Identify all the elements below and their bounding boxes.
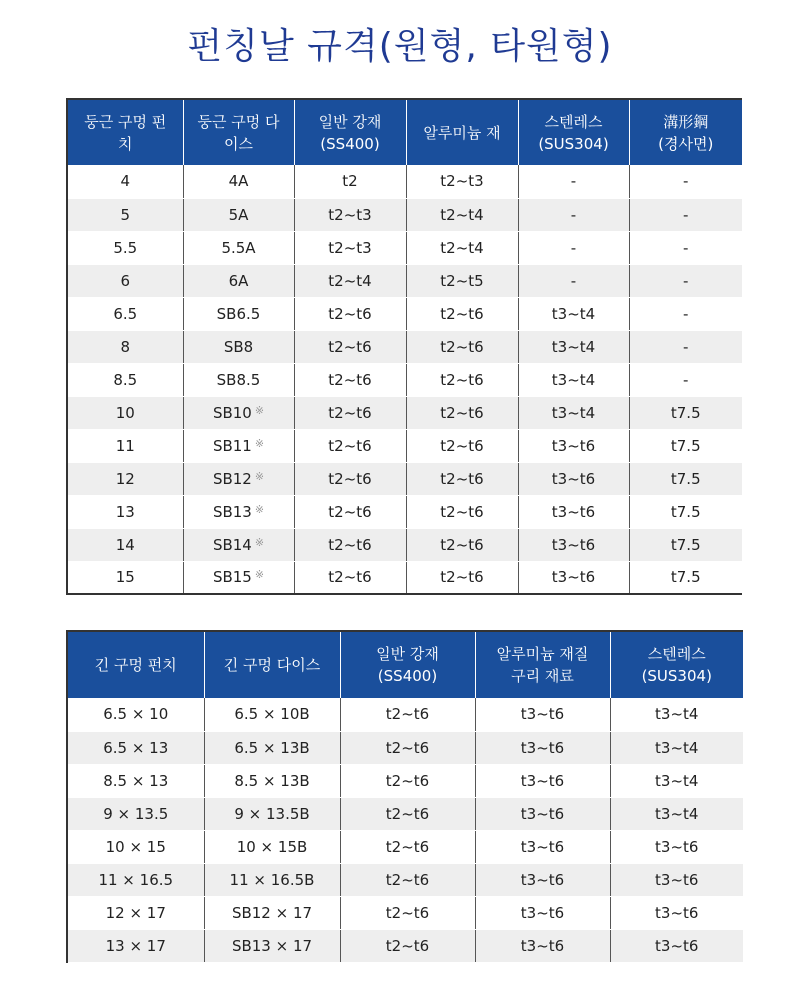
- cell-value: SB8.5: [216, 370, 261, 389]
- cell-value: t3~t6: [655, 870, 699, 889]
- table-cell: [67, 264, 183, 297]
- cell-value: 10 × 15: [105, 837, 166, 856]
- table-cell: [610, 764, 743, 797]
- table-cell: [183, 561, 294, 594]
- cell-value: 11: [115, 436, 135, 455]
- cell-value: t2~t6: [385, 705, 430, 724]
- table-cell: [67, 863, 204, 896]
- cell-value: SB12 × 17: [231, 903, 313, 922]
- table-cell: [518, 363, 629, 396]
- table-cell: [183, 495, 294, 528]
- table-cell: [294, 231, 406, 264]
- cell-value: SB14: [212, 535, 252, 554]
- table-cell: [406, 231, 518, 264]
- note-mark: ※: [254, 469, 265, 483]
- cell-value: -: [570, 172, 577, 191]
- cell-value: -: [570, 271, 577, 290]
- table-cell: [518, 495, 629, 528]
- table-cell: [610, 830, 743, 863]
- table-cell: [629, 396, 742, 429]
- column-header: [204, 631, 340, 698]
- column-header: [406, 99, 518, 165]
- table-cell: [629, 297, 742, 330]
- table-cell: [475, 698, 610, 731]
- cell-value: t2~t6: [385, 870, 430, 889]
- table-cell: [67, 330, 183, 363]
- table-cell: [340, 797, 475, 830]
- table-row: [67, 830, 743, 863]
- cell-value: 12: [115, 469, 135, 488]
- cell-value: t2~t4: [440, 205, 484, 224]
- column-header-line: 둥근 구멍 다: [197, 112, 280, 131]
- cell-value: t3~t6: [520, 903, 565, 922]
- column-header: [183, 99, 294, 165]
- table-row: [67, 330, 742, 363]
- table-cell: [406, 330, 518, 363]
- column-header-line: (SS400): [377, 667, 438, 685]
- table-cell: [610, 797, 743, 830]
- cell-value: t2~t6: [440, 337, 484, 356]
- table-cell: [629, 363, 742, 396]
- table-cell: [610, 698, 743, 731]
- table-cell: [67, 929, 204, 962]
- column-header-line: (SUS304): [641, 667, 712, 685]
- cell-value: 11 × 16.5: [98, 870, 174, 889]
- cell-value: t2~t6: [328, 337, 372, 356]
- table-cell: [475, 764, 610, 797]
- table-cell: [67, 495, 183, 528]
- cell-value: SB13 × 17: [231, 936, 313, 955]
- table-cell: [518, 330, 629, 363]
- round-punch-spec-table: [66, 98, 742, 595]
- cell-value: t3~t6: [520, 936, 565, 955]
- cell-value: t7.5: [670, 436, 701, 455]
- table-cell: [67, 764, 204, 797]
- cell-value: t2~t3: [328, 205, 372, 224]
- cell-value: t2~t6: [440, 502, 484, 521]
- table-cell: [183, 198, 294, 231]
- cell-value: t3~t6: [520, 771, 565, 790]
- table-cell: [294, 561, 406, 594]
- cell-value: 14: [115, 535, 135, 554]
- cell-value: -: [683, 205, 689, 224]
- table-row: [67, 231, 742, 264]
- column-header-line: 둥근 구멍 펀: [84, 112, 167, 131]
- cell-value: t2~t6: [440, 568, 484, 587]
- note-mark: ※: [254, 502, 265, 516]
- cell-value: t3~t6: [551, 502, 596, 521]
- cell-value: t3~t6: [655, 837, 699, 856]
- cell-value: 8.5: [113, 370, 138, 389]
- cell-value: t2~t6: [440, 304, 484, 323]
- table-cell: [294, 198, 406, 231]
- cell-value: t3~t6: [655, 936, 699, 955]
- column-header-line: 긴 구멍 펀치: [94, 656, 177, 674]
- cell-value: t7.5: [670, 502, 701, 521]
- column-header-line: (경사면): [658, 134, 714, 153]
- table-cell: [406, 561, 518, 594]
- table-cell: [475, 896, 610, 929]
- cell-value: 6.5 × 13: [103, 738, 169, 757]
- table-cell: [406, 495, 518, 528]
- cell-value: t2~t4: [440, 238, 484, 257]
- cell-value: t7.5: [670, 403, 701, 422]
- cell-value: t2~t6: [440, 436, 484, 455]
- table-cell: [518, 264, 629, 297]
- table-cell: [518, 528, 629, 561]
- cell-value: -: [683, 304, 689, 323]
- table-cell: [67, 528, 183, 561]
- table-cell: [67, 165, 183, 198]
- column-header: [340, 631, 475, 698]
- cell-value: t7.5: [670, 469, 701, 488]
- table-cell: [67, 363, 183, 396]
- cell-value: t3~t4: [655, 771, 699, 790]
- table-cell: [406, 363, 518, 396]
- table-cell: [183, 396, 294, 429]
- table-cell: [183, 330, 294, 363]
- table-cell: [67, 698, 204, 731]
- table-row: [67, 698, 743, 731]
- table-cell: [67, 198, 183, 231]
- column-header: [475, 631, 610, 698]
- cell-value: t2~t6: [328, 469, 372, 488]
- table-cell: [629, 462, 742, 495]
- cell-value: t2~t6: [328, 436, 372, 455]
- column-header-line: 긴 구멍 다이스: [223, 656, 321, 674]
- column-header: [67, 631, 204, 698]
- table-row: [67, 863, 743, 896]
- table-cell: [183, 231, 294, 264]
- cell-value: t3~t4: [655, 705, 699, 724]
- cell-value: t3~t4: [655, 804, 699, 823]
- cell-value: 9 × 13.5: [103, 804, 169, 823]
- cell-value: t2~t6: [385, 738, 430, 757]
- table-row: [67, 731, 743, 764]
- table-cell: [475, 830, 610, 863]
- note-mark: ※: [254, 535, 265, 549]
- table-row: [67, 297, 742, 330]
- cell-value: SB13: [212, 502, 252, 521]
- table-cell: [183, 528, 294, 561]
- cell-value: t2~t6: [385, 771, 430, 790]
- table-cell: [183, 429, 294, 462]
- column-header-line: (SS400): [320, 134, 380, 153]
- table-cell: [629, 429, 742, 462]
- cell-value: t2: [342, 172, 358, 191]
- cell-value: t2~t6: [328, 370, 372, 389]
- table-cell: [406, 528, 518, 561]
- table-cell: [629, 264, 742, 297]
- table-cell: [475, 863, 610, 896]
- table-cell: [340, 764, 475, 797]
- cell-value: 5.5: [113, 238, 138, 257]
- column-header: [67, 99, 183, 165]
- column-header-line: 溝形鋼: [663, 112, 709, 131]
- table-cell: [518, 396, 629, 429]
- cell-value: t3~t6: [551, 568, 596, 587]
- table-cell: [183, 462, 294, 495]
- table-cell: [294, 330, 406, 363]
- note-mark: ※: [254, 568, 265, 582]
- cell-value: t7.5: [670, 535, 701, 554]
- table-cell: [629, 330, 742, 363]
- table-cell: [204, 797, 340, 830]
- table-cell: [294, 429, 406, 462]
- cell-value: 8: [120, 337, 131, 356]
- table-cell: [204, 698, 340, 731]
- cell-value: t2~t6: [385, 903, 430, 922]
- cell-value: t3~t6: [520, 705, 565, 724]
- page-title: 펀칭날 규격(원형, 타원형): [187, 26, 613, 67]
- table-cell: [406, 396, 518, 429]
- table-row: [67, 797, 743, 830]
- cell-value: t2~t3: [440, 172, 484, 191]
- cell-value: -: [570, 238, 577, 257]
- cell-value: t2~t6: [440, 370, 484, 389]
- column-header-line: 구리 재료: [511, 667, 574, 685]
- table-cell: [204, 764, 340, 797]
- cell-value: t3~t6: [520, 837, 565, 856]
- table-cell: [629, 561, 742, 594]
- table-row: [67, 528, 742, 561]
- table-cell: [204, 929, 340, 962]
- column-header-line: 이스: [224, 134, 253, 153]
- cell-value: t3~t6: [655, 903, 699, 922]
- cell-value: t7.5: [670, 568, 701, 587]
- table-cell: [204, 896, 340, 929]
- cell-value: 4: [120, 172, 131, 191]
- column-header: [610, 631, 743, 698]
- table-cell: [183, 363, 294, 396]
- cell-value: -: [570, 205, 577, 224]
- cell-value: SB12: [212, 469, 252, 488]
- cell-value: 10: [115, 403, 135, 422]
- cell-value: t2~t6: [328, 568, 372, 587]
- cell-value: t3~t6: [551, 469, 596, 488]
- table-cell: [204, 830, 340, 863]
- table-cell: [610, 863, 743, 896]
- column-header-line: 일반 강재: [318, 112, 382, 131]
- long-punch-spec-table: [66, 630, 743, 963]
- cell-value: 8.5 × 13B: [234, 771, 310, 790]
- cell-value: t3~t6: [551, 436, 596, 455]
- table-cell: [518, 561, 629, 594]
- table-cell: [67, 561, 183, 594]
- table-cell: [518, 198, 629, 231]
- cell-value: t2~t6: [385, 804, 430, 823]
- table-cell: [629, 198, 742, 231]
- cell-value: t2~t6: [440, 535, 484, 554]
- cell-value: t2~t6: [385, 936, 430, 955]
- table-cell: [629, 165, 742, 198]
- cell-value: t3~t4: [551, 304, 596, 323]
- column-header-line: 일반 강재: [376, 645, 439, 663]
- column-header: [294, 99, 406, 165]
- table-cell: [475, 731, 610, 764]
- table-cell: [518, 231, 629, 264]
- table-cell: [340, 863, 475, 896]
- table-cell: [475, 929, 610, 962]
- cell-value: 13 × 17: [105, 936, 166, 955]
- table-cell: [67, 731, 204, 764]
- table-header-row: [67, 99, 742, 165]
- cell-value: t3~t6: [520, 870, 565, 889]
- cell-value: 4A: [228, 172, 249, 191]
- cell-value: 15: [115, 568, 135, 587]
- cell-value: t2~t6: [328, 304, 372, 323]
- table-cell: [294, 528, 406, 561]
- cell-value: t2~t6: [328, 502, 372, 521]
- table-cell: [475, 797, 610, 830]
- cell-value: SB6.5: [216, 304, 261, 323]
- table-row: [67, 896, 743, 929]
- cell-value: t2~t6: [440, 403, 484, 422]
- cell-value: 12 × 17: [105, 903, 166, 922]
- cell-value: t3~t6: [520, 804, 565, 823]
- table-cell: [294, 396, 406, 429]
- cell-value: 6: [120, 271, 131, 290]
- table-cell: [406, 462, 518, 495]
- table-row: [67, 495, 742, 528]
- cell-value: 6A: [228, 271, 249, 290]
- table-cell: [294, 297, 406, 330]
- cell-value: t2~t5: [440, 271, 484, 290]
- table-row: [67, 929, 743, 962]
- table-cell: [67, 830, 204, 863]
- cell-value: SB8: [223, 337, 254, 356]
- cell-value: t2~t6: [385, 837, 430, 856]
- table-cell: [518, 462, 629, 495]
- table-cell: [294, 363, 406, 396]
- table-row: [67, 363, 742, 396]
- table-cell: [340, 896, 475, 929]
- table-cell: [183, 264, 294, 297]
- cell-value: -: [683, 271, 689, 290]
- table-cell: [183, 297, 294, 330]
- cell-value: 6.5: [113, 304, 138, 323]
- table-cell: [294, 264, 406, 297]
- table-cell: [294, 495, 406, 528]
- cell-value: 5.5A: [221, 238, 256, 257]
- cell-value: SB11: [212, 436, 252, 455]
- cell-value: 5A: [228, 205, 249, 224]
- cell-value: 6.5 × 10B: [234, 705, 310, 724]
- cell-value: t3~t6: [520, 738, 565, 757]
- column-header-line: 알루미늄 재질: [496, 645, 589, 663]
- table-cell: [183, 165, 294, 198]
- table-cell: [67, 396, 183, 429]
- table-row: [67, 462, 742, 495]
- table-cell: [67, 429, 183, 462]
- table-cell: [67, 297, 183, 330]
- table-cell: [406, 198, 518, 231]
- cell-value: t3~t4: [551, 403, 596, 422]
- cell-value: t2~t4: [328, 271, 372, 290]
- table-cell: [67, 797, 204, 830]
- cell-value: 13: [115, 502, 135, 521]
- note-mark: ※: [254, 403, 265, 417]
- table-cell: [406, 297, 518, 330]
- table-cell: [204, 731, 340, 764]
- table-cell: [204, 863, 340, 896]
- table-cell: [406, 165, 518, 198]
- cell-value: t3~t6: [551, 535, 596, 554]
- column-header-line: 스텐레스: [647, 645, 706, 663]
- table-row: [67, 264, 742, 297]
- column-header-line: 치: [118, 134, 133, 153]
- cell-value: -: [683, 172, 689, 191]
- table-cell: [340, 698, 475, 731]
- cell-value: t2~t6: [328, 403, 372, 422]
- cell-value: t2~t3: [328, 238, 372, 257]
- table-cell: [518, 429, 629, 462]
- table-cell: [294, 462, 406, 495]
- table-row: [67, 429, 742, 462]
- cell-value: SB10: [212, 403, 252, 422]
- table-cell: [518, 165, 629, 198]
- table-cell: [610, 929, 743, 962]
- table-cell: [518, 297, 629, 330]
- cell-value: t3~t4: [655, 738, 699, 757]
- column-header: [629, 99, 742, 165]
- cell-value: -: [683, 337, 689, 356]
- table-cell: [610, 896, 743, 929]
- table-cell: [629, 231, 742, 264]
- table-row: [67, 764, 743, 797]
- table-cell: [340, 731, 475, 764]
- cell-value: t2~t6: [440, 469, 484, 488]
- cell-value: -: [683, 238, 689, 257]
- table-cell: [406, 429, 518, 462]
- table-row: [67, 198, 742, 231]
- table-row: [67, 396, 742, 429]
- cell-value: SB15: [212, 568, 252, 587]
- table-cell: [629, 495, 742, 528]
- cell-value: 8.5 × 13: [103, 771, 169, 790]
- cell-value: 11 × 16.5B: [229, 870, 315, 889]
- table-cell: [67, 896, 204, 929]
- column-header-line: 알루미늄 재: [423, 123, 501, 142]
- cell-value: 9 × 13.5B: [234, 804, 310, 823]
- cell-value: t3~t4: [551, 370, 596, 389]
- table-cell: [340, 830, 475, 863]
- table-cell: [610, 731, 743, 764]
- table-row: [67, 561, 742, 594]
- cell-value: t2~t6: [328, 535, 372, 554]
- table-cell: [629, 528, 742, 561]
- table-cell: [406, 264, 518, 297]
- table-cell: [340, 929, 475, 962]
- table-cell: [67, 231, 183, 264]
- cell-value: 6.5 × 13B: [234, 738, 310, 757]
- cell-value: 5: [120, 205, 131, 224]
- column-header-line: (SUS304): [538, 134, 609, 153]
- column-header-line: 스텐레스: [544, 112, 603, 131]
- cell-value: 10 × 15B: [236, 837, 308, 856]
- table-row: [67, 165, 742, 198]
- note-mark: ※: [254, 436, 265, 450]
- table-cell: [67, 462, 183, 495]
- cell-value: 6.5 × 10: [103, 705, 169, 724]
- cell-value: -: [683, 370, 689, 389]
- column-header: [518, 99, 629, 165]
- cell-value: t3~t4: [551, 337, 596, 356]
- table-cell: [294, 165, 406, 198]
- table-header-row: [67, 631, 743, 698]
